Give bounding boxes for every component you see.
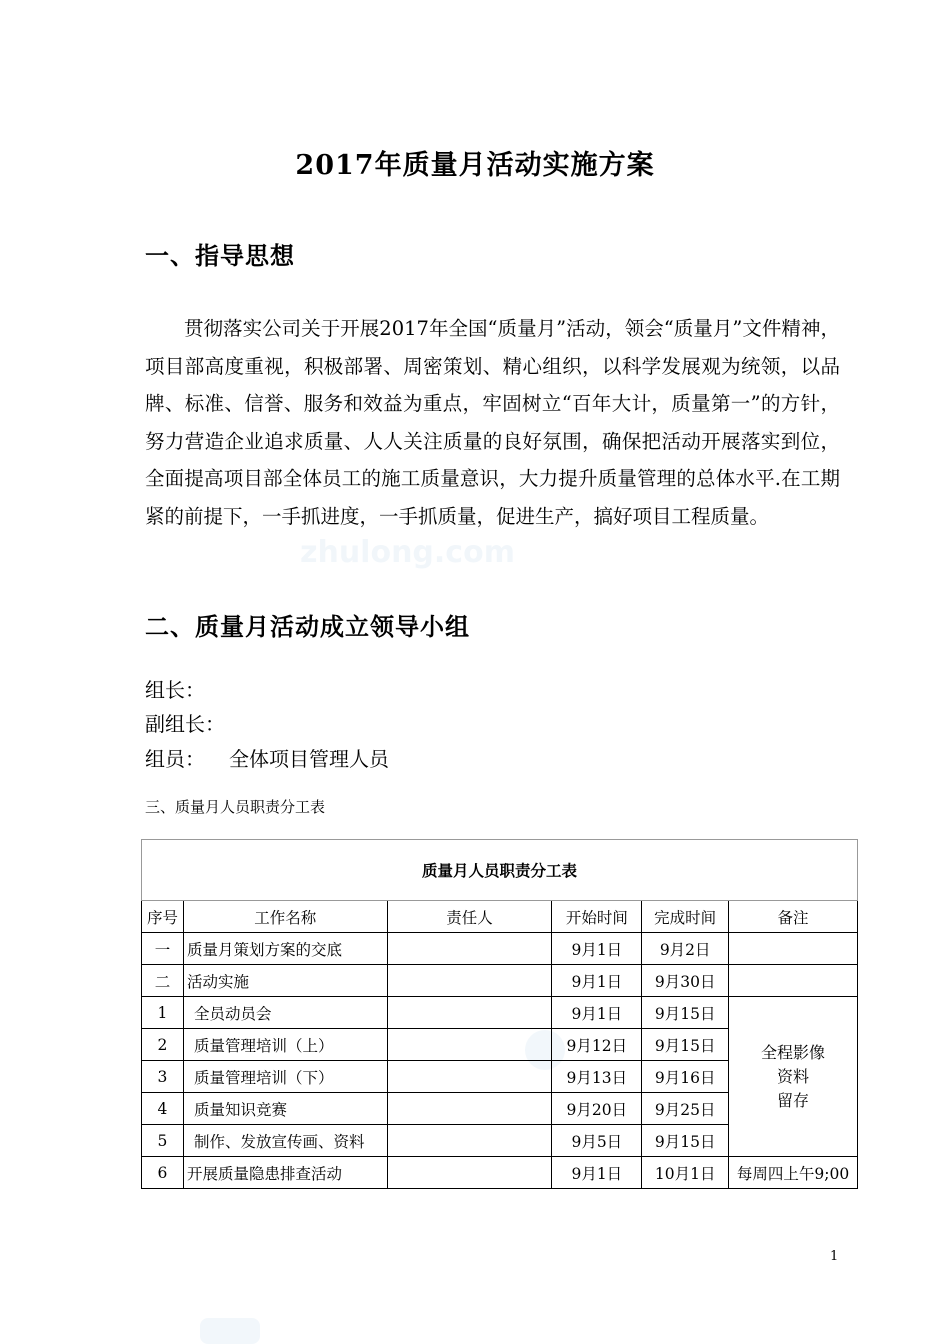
row-no: 二 <box>142 965 184 997</box>
row-owner <box>387 1157 552 1189</box>
row-end: 9月15日 <box>642 1125 729 1157</box>
row-end: 9月2日 <box>642 933 729 965</box>
leader-label: 组长： <box>145 678 205 702</box>
page-number: 1 <box>830 1249 839 1264</box>
header-cell-task: 工作名称 <box>183 901 387 933</box>
row-task: 质量月策划方案的交底 <box>183 933 387 965</box>
row-end: 10月1日 <box>642 1157 729 1189</box>
row-no: 5 <box>142 1125 184 1157</box>
row-task: 制作、发放宣传画、资料 <box>183 1125 387 1157</box>
row-start: 9月1日 <box>552 933 642 965</box>
row-start: 9月20日 <box>552 1093 642 1125</box>
header-cell-start: 开始时间 <box>552 901 642 933</box>
table-row <box>142 997 858 1029</box>
deputy-leader-label: 副组长： <box>145 712 225 736</box>
row-end: 9月25日 <box>642 1093 729 1125</box>
row-owner <box>387 1093 552 1125</box>
row-owner <box>387 933 552 965</box>
members-line <box>145 743 389 772</box>
merged-note-cell <box>729 997 858 1157</box>
row-task: 活动实施 <box>183 965 387 997</box>
row-note: 每周四上午9;00 <box>729 1157 858 1189</box>
document-title: 2017年质量月活动实施方案 <box>295 150 655 181</box>
section3-caption: 三、质量月人员职责分工表 <box>145 798 326 816</box>
row-owner <box>387 1125 552 1157</box>
row-end: 9月15日 <box>642 1029 729 1061</box>
merged-note-line: 留存 <box>777 1090 810 1110</box>
row-task: 质量知识竞赛 <box>183 1093 387 1125</box>
table-row <box>142 933 858 965</box>
watermark-logo-icon <box>200 1318 260 1344</box>
deputy-leader-line <box>145 708 225 737</box>
table-header-row <box>142 901 858 933</box>
table-row <box>142 965 858 997</box>
row-task: 开展质量隐患排查活动 <box>183 1157 387 1189</box>
row-start: 9月12日 <box>552 1029 642 1061</box>
row-task: 质量管理培训（上） <box>183 1029 387 1061</box>
row-start: 9月5日 <box>552 1125 642 1157</box>
members-value: 全体项目管理人员 <box>229 747 389 771</box>
row-no: 4 <box>142 1093 184 1125</box>
row-owner <box>387 1061 552 1093</box>
merged-note-line: 资料 <box>777 1066 810 1086</box>
row-end: 9月16日 <box>642 1061 729 1093</box>
header-cell-note: 备注 <box>729 901 858 933</box>
row-no: 2 <box>142 1029 184 1061</box>
row-no: 一 <box>142 933 184 965</box>
members-label: 组员： <box>145 747 205 771</box>
section-heading-guiding-ideology: 一、指导思想 <box>145 241 295 270</box>
row-owner <box>387 997 552 1029</box>
row-task: 质量管理培训（下） <box>183 1061 387 1093</box>
row-owner <box>387 965 552 997</box>
row-no: 3 <box>142 1061 184 1093</box>
header-cell-end: 完成时间 <box>642 901 729 933</box>
header-cell-owner: 责任人 <box>387 901 552 933</box>
row-note <box>729 933 858 965</box>
table-row <box>142 1157 858 1189</box>
row-start: 9月1日 <box>552 965 642 997</box>
row-end: 9月15日 <box>642 997 729 1029</box>
duty-assignment-table <box>141 839 858 1189</box>
row-end: 9月30日 <box>642 965 729 997</box>
watermark-text: zhulong.com <box>300 535 515 570</box>
row-start: 9月13日 <box>552 1061 642 1093</box>
row-note <box>729 965 858 997</box>
table-title: 质量月人员职责分工表 <box>142 840 858 901</box>
merged-note-line: 全程影像 <box>761 1042 826 1062</box>
row-owner <box>387 1029 552 1061</box>
leader-line <box>145 674 205 703</box>
guiding-ideology-paragraph: 贯彻落实公司关于开展2017年全国“质量月”活动，领会“质量月”文件精神，项目部高度重视，积极部署、周密策划、精心组织，以科学发展观为统领，以品牌、标准、信誉、服务和效益为重点，牢固树立“百年大计，质量第一”的方针，努力营造企业追求质量、人人关注质量的良好氛围，确保把活动开展落实到位，全面提高项目部全体员工的施工质量意识，大力提升质量管理的总体水平.在工期紧的前提下，一手抓进度，一手抓质量，促进生产，搞好项目工程质量。 <box>145 317 840 528</box>
row-task: 全员动员会 <box>183 997 387 1029</box>
row-start: 9月1日 <box>552 997 642 1029</box>
header-cell-no: 序号 <box>142 901 184 933</box>
section-heading-leadership-group: 二、质量月活动成立领导小组 <box>145 612 470 641</box>
row-start: 9月1日 <box>552 1157 642 1189</box>
row-no: 1 <box>142 997 184 1029</box>
row-no: 6 <box>142 1157 184 1189</box>
